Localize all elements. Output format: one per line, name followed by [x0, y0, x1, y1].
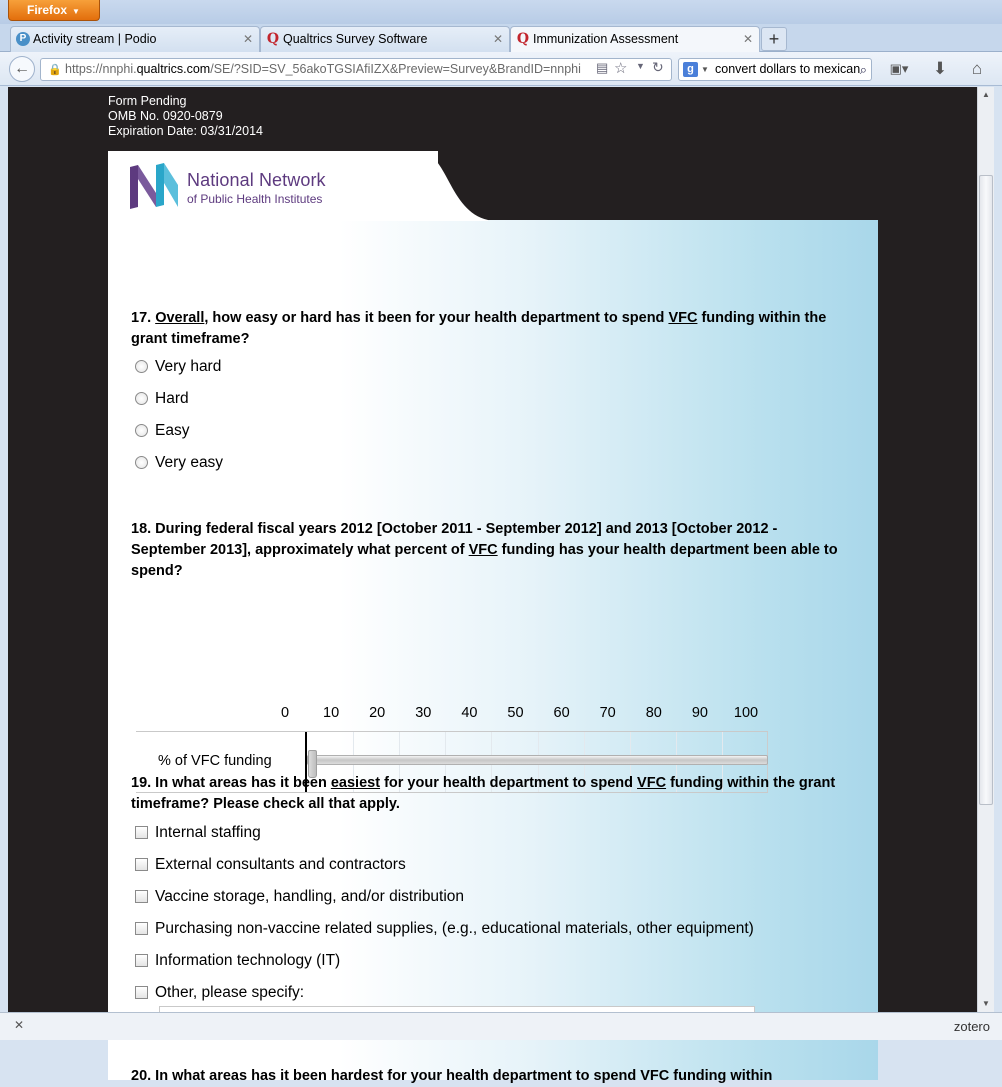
- checkbox[interactable]: [135, 890, 148, 903]
- question-20-text: 20. In what areas has it been hardest for your health department to spend VFC funding within: [131, 1068, 773, 1084]
- close-icon[interactable]: ✕: [492, 32, 503, 46]
- tab-label: Activity stream | Podio: [33, 32, 157, 46]
- firefox-menu-button[interactable]: [8, 0, 100, 21]
- navigation-bar: [0, 52, 1002, 86]
- vertical-scrollbar[interactable]: [977, 87, 994, 1012]
- checkbox[interactable]: [135, 858, 148, 871]
- tab-qualtrics[interactable]: [260, 26, 510, 52]
- expiration-date: Expiration Date: 03/31/2014: [108, 124, 263, 138]
- form-header: [108, 94, 263, 139]
- close-icon[interactable]: ✕: [14, 1018, 25, 1032]
- window-titlebar: [0, 0, 1002, 24]
- question-17-text: 17. Overall, how easy or hard has it been for your health department to spend VFC funding within the grant timeframe?: [131, 310, 827, 347]
- google-icon: g: [683, 62, 698, 77]
- lock-icon: 🔒: [48, 64, 62, 76]
- chevron-down-icon: ▼: [72, 7, 80, 16]
- form-status: Form Pending: [108, 94, 187, 108]
- close-icon[interactable]: ✕: [742, 32, 753, 46]
- question-19-text: 19. In what areas has it been easiest for your health department to spend VFC funding within the grant timeframe? Please check all that apply.: [131, 775, 836, 812]
- back-button[interactable]: ←: [9, 56, 35, 82]
- logo-subtitle: of Public Health Institutes: [187, 192, 323, 206]
- checkbox[interactable]: [135, 826, 148, 839]
- logo-curve: [408, 151, 488, 221]
- scroll-down-icon[interactable]: ▼: [982, 999, 990, 1008]
- reload-icon[interactable]: ↻: [652, 59, 664, 75]
- scroll-up-icon[interactable]: ▲: [982, 90, 990, 99]
- slider-tick-label: 70: [599, 705, 616, 721]
- radio-button[interactable]: [135, 392, 148, 405]
- slider-row-label: % of VFC funding: [158, 753, 272, 769]
- search-icon[interactable]: ⌕: [859, 62, 867, 77]
- slider-scale: [280, 705, 773, 725]
- slider-tick-label: 60: [553, 705, 570, 721]
- logo-title: National Network: [187, 170, 326, 190]
- window-border: [994, 87, 1002, 1012]
- url-path: /SE/?SID=SV_56akoTGSIAfiIZX&Preview=Survey&BrandID=nnphi: [210, 62, 581, 76]
- qualtrics-icon: Q: [266, 31, 280, 47]
- download-icon[interactable]: ⬇: [932, 59, 948, 78]
- slider-tick-label: 20: [369, 705, 386, 721]
- podio-icon: P: [16, 32, 30, 46]
- bookmarks-menu-icon[interactable]: ▣▾: [889, 61, 909, 76]
- tab-bar: [0, 24, 1002, 52]
- close-icon[interactable]: ✕: [242, 32, 253, 46]
- slider-tick-label: 30: [415, 705, 432, 721]
- slider-bar[interactable]: [307, 755, 768, 765]
- dropdown-arrow-icon[interactable]: ▼: [636, 61, 645, 71]
- tab-label: Qualtrics Survey Software: [283, 32, 428, 46]
- survey-body: 17. Overall, how easy or hard has it been for your health department to spend VFC funding within the grant timeframe? Very hard Hard Easy Very easy 18. During federal fiscal years 2012 [October 2011 - September 2012] and 2013 [October 2012 - September 2013], approximately what percent of VFC funding has your health department been able to spend? 0 10 20 30 40 50 60 70 80 90 100 % of VFC funding 19. In what areas has it been easiest for your health department to spend VFC funding within the grant timeframe? Please check all that apply. Internal staffing External consultants and contractors Vaccine storage, handling, and/or distribution Purchasing non-vaccine related supplies, (e.g., educational materials, other equipment) Information technology (IT) Other, please specify: 20. In what areas has it been hardest for your health department to spend VFC funding within: [108, 220, 878, 1080]
- chevron-down-icon[interactable]: ▼: [701, 65, 709, 74]
- url-prefix: https://nnphi.: [65, 62, 137, 76]
- radio-button[interactable]: [135, 424, 148, 437]
- scrollbar-thumb[interactable]: [979, 175, 993, 805]
- url-host: qualtrics.com: [136, 62, 211, 76]
- new-tab-button[interactable]: +: [761, 27, 787, 51]
- omb-number: OMB No. 0920-0879: [108, 109, 223, 123]
- radio-button[interactable]: [135, 456, 148, 469]
- tab-immunization[interactable]: [510, 26, 760, 52]
- nnphi-logo-icon: [128, 163, 180, 211]
- zotero-status[interactable]: zotero: [953, 1019, 990, 1034]
- home-icon[interactable]: ⌂: [971, 59, 983, 78]
- slider-tick-label: 0: [280, 705, 290, 721]
- slider-tick-label: 90: [691, 705, 708, 721]
- radio-button[interactable]: [135, 360, 148, 373]
- survey-container: [108, 151, 878, 1084]
- slider-tick-label: 100: [733, 705, 759, 721]
- tab-podio[interactable]: [10, 26, 260, 52]
- status-bar: [0, 1012, 1002, 1040]
- firefox-menu-label: Firefox: [27, 3, 68, 17]
- checkbox[interactable]: [135, 922, 148, 935]
- bookmark-star-icon[interactable]: ☆: [614, 60, 628, 77]
- checkbox[interactable]: [135, 954, 148, 967]
- search-bar[interactable]: [678, 58, 872, 81]
- question-18-text: 18. During federal fiscal years 2012 [October 2011 - September 2012] and 2013 [October 2012 - September 2013], approximately what percent of VFC funding has your health department been able to spend?: [131, 521, 838, 579]
- logo-banner: [108, 151, 438, 221]
- page-icon[interactable]: ▤: [596, 60, 609, 75]
- checkbox[interactable]: [135, 986, 148, 999]
- slider-tick-label: 10: [323, 705, 340, 721]
- tab-label: Immunization Assessment: [533, 32, 679, 46]
- slider-tick-label: 50: [507, 705, 524, 721]
- slider-tick-label: 80: [645, 705, 662, 721]
- url-bar[interactable]: [40, 58, 672, 81]
- qualtrics-icon: Q: [516, 31, 530, 47]
- slider-tick-label: 40: [461, 705, 478, 721]
- search-input[interactable]: convert dollars to mexican: [715, 62, 861, 76]
